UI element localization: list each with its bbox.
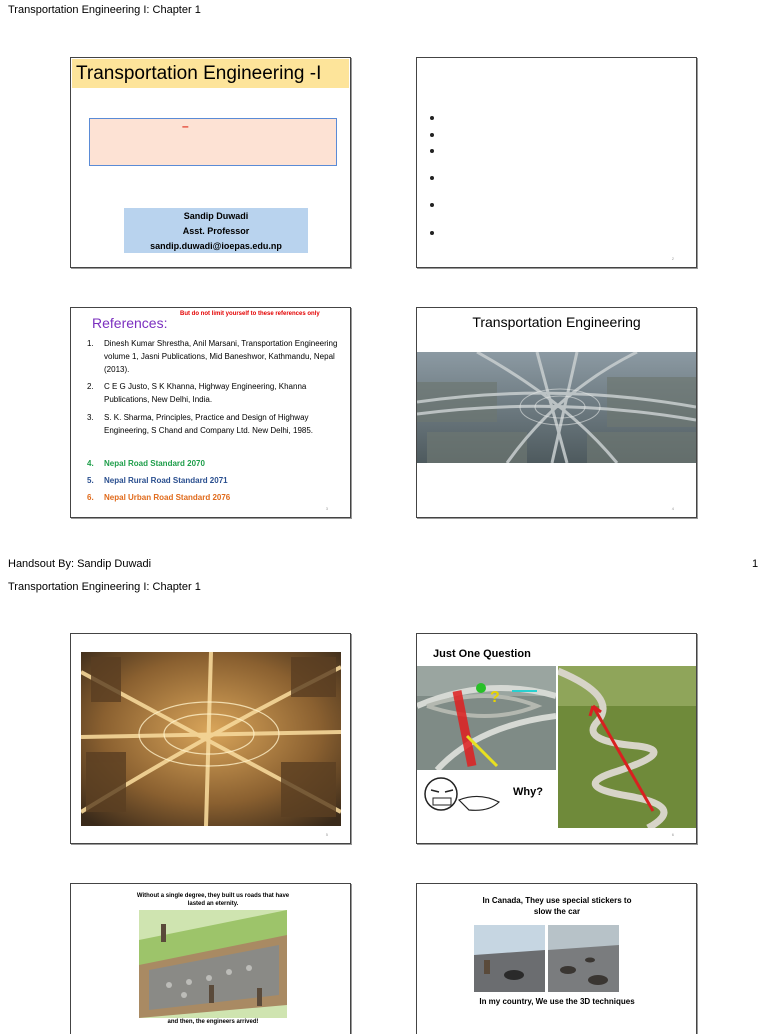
slide-transportation-engineering xyxy=(416,307,697,518)
highway-interchange-photo xyxy=(417,352,696,463)
author-email: sandip.duwadi@ioepas.edu.np xyxy=(150,241,282,251)
slide-heading: Just One Question xyxy=(433,648,531,660)
references-note: But do not limit yourself to these references only xyxy=(180,311,320,317)
slide-number: 2 xyxy=(671,256,674,261)
subtitle-box xyxy=(89,118,337,166)
page-footer-left: Handsout By: Sandip Duwadi xyxy=(8,558,152,570)
slide-canada-meme xyxy=(416,883,697,1034)
author-box xyxy=(124,208,308,253)
slide-references: References: But do not limit yourself to these references only 1. Dinesh Kumar Shrestha, Anil Marsani, Transportation Engineering volume 1, Jasni Publications, Mid Baneshwor, Kathmandu, Nepal (2013). 2. C E G Justo, S K Khanna, Highway Engineering, Khanna Publications, New Delhi, India. 3. S. K. Sharma, Principles, Practice and Design of Highway Engineering, S Chand and Company Ltd. New Delhi, 1985. 4. Nepal Road Standard 2070 5. Nepal Rural Road Standard 2071 6. Nepal Urban Road Standard 2076 3 xyxy=(70,307,351,518)
why-caption: Why? xyxy=(513,786,543,798)
slide-just-one-question xyxy=(416,633,697,844)
slide-number: 4 xyxy=(671,506,674,511)
bullet xyxy=(430,176,434,180)
rage-face-drawing xyxy=(419,772,507,822)
page-header-2: Transportation Engineering I: Chapter 1 xyxy=(8,581,201,593)
bullet xyxy=(430,149,434,153)
page-number: 1 xyxy=(752,558,759,570)
slide-number: 5 xyxy=(325,832,328,837)
slide-roads-meme xyxy=(70,883,351,1034)
road-construction-illustration xyxy=(139,910,287,1018)
slide-number: 3 xyxy=(325,506,328,511)
references-title: References: xyxy=(92,315,168,331)
question-mark: ? xyxy=(490,689,500,706)
slide-number: 6 xyxy=(671,832,674,837)
slide-outline xyxy=(416,57,697,268)
meme-bottom-caption: In my country, We use the 3D techniques xyxy=(479,997,635,1006)
canada-sticker-photo xyxy=(474,925,545,992)
city-junction-photo xyxy=(81,652,341,826)
author-role: Asst. Professor xyxy=(182,226,250,236)
bullet xyxy=(430,133,434,137)
meme-bottom-caption: and then, the engineers arrived! xyxy=(133,1018,293,1026)
bullet xyxy=(430,116,434,120)
pothole-road-photo xyxy=(548,925,619,992)
author-name: Sandip Duwadi xyxy=(183,211,249,221)
bullet xyxy=(430,203,434,207)
slide-heading: Transportation Engineering xyxy=(472,314,641,330)
slide-title xyxy=(70,57,351,268)
page-header: Transportation Engineering I: Chapter 1 xyxy=(8,4,201,16)
meme-top-caption: Without a single degree, they built us roads that have lasted an eternity. xyxy=(136,893,290,907)
winding-road-photo xyxy=(558,666,696,828)
slide-city-junction xyxy=(70,633,351,844)
slide-title-heading: Transportation Engineering -I xyxy=(72,59,349,88)
flyover-photo xyxy=(417,666,556,770)
subtitle-dash: – xyxy=(182,119,189,133)
meme-top-caption: In Canada, They use special stickers to slow the car xyxy=(482,896,632,916)
bullet xyxy=(430,231,434,235)
